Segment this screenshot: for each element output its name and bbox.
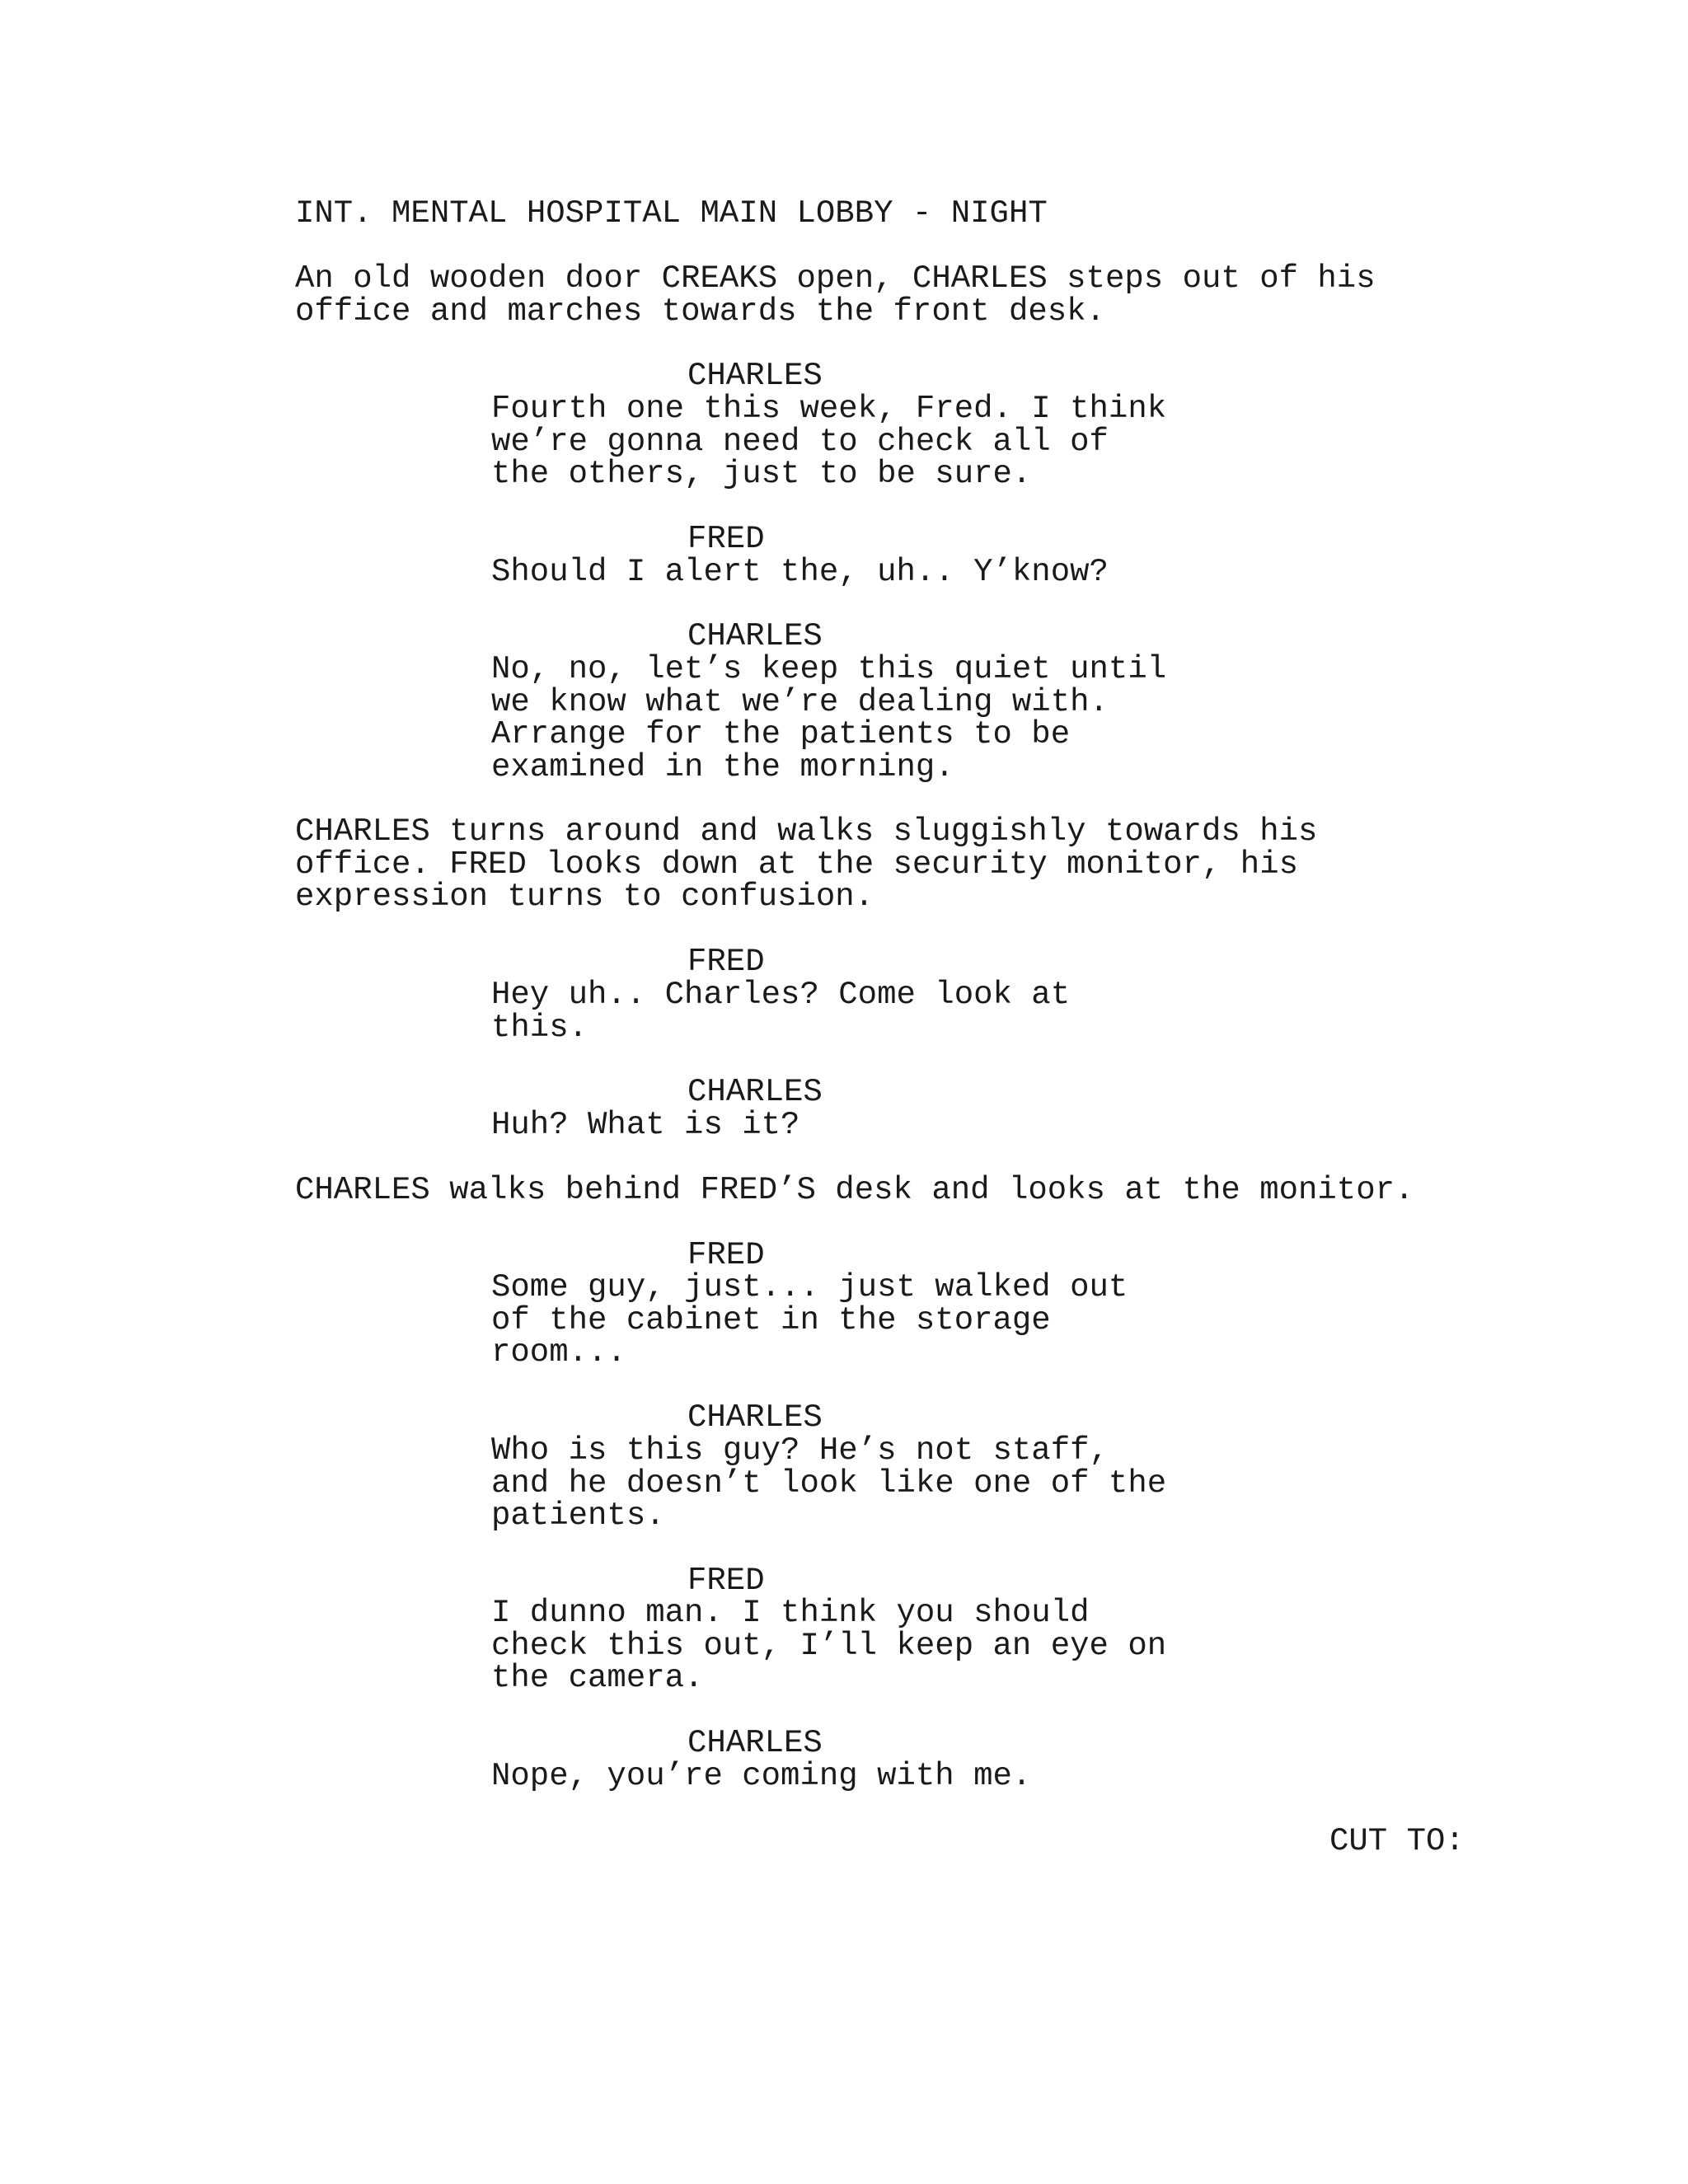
character-cue: FRED — [687, 944, 765, 980]
dialogue: No, no, let’s keep this quiet until we know what we’re dealing with. Arrange for the patients to be examined in the morning. — [491, 651, 1167, 785]
dialogue: Fourth one this week, Fred. I think we’re gonna need to check all of the others, just to be sure. — [491, 391, 1167, 492]
dialogue: Nope, you’re coming with me. — [491, 1758, 1032, 1794]
scene-heading: INT. MENTAL HOSPITAL MAIN LOBBY - NIGHT — [295, 195, 1048, 232]
transition: CUT TO: — [1329, 1823, 1465, 1859]
dialogue: Huh? What is it? — [491, 1107, 800, 1143]
action-paragraph: CHARLES walks behind FRED’S desk and looks at the monitor. — [295, 1172, 1414, 1208]
dialogue: Hey uh.. Charles? Come look at this. — [491, 977, 1071, 1046]
dialogue: Some guy, just... just walked out of the cabinet in the storage room... — [491, 1269, 1128, 1371]
action-paragraph: CHARLES turns around and walks sluggishly towards his office. FRED looks down at the security monitor, his expression turns to confusion. — [295, 813, 1318, 915]
character-cue: CHARLES — [687, 358, 823, 394]
character-cue: FRED — [687, 521, 765, 557]
dialogue: Should I alert the, uh.. Y’know? — [491, 554, 1109, 590]
dialogue: I dunno man. I think you should check this out, I’ll keep an eye on the camera. — [491, 1595, 1167, 1696]
character-cue: CHARLES — [687, 1074, 823, 1110]
character-cue: FRED — [687, 1237, 765, 1273]
action-paragraph: An old wooden door CREAKS open, CHARLES steps out of his office and marches towards the front desk. — [295, 260, 1376, 330]
character-cue: CHARLES — [687, 618, 823, 654]
character-cue: CHARLES — [687, 1399, 823, 1436]
character-cue: CHARLES — [687, 1725, 823, 1761]
character-cue: FRED — [687, 1563, 765, 1599]
dialogue: Who is this guy? He’s not staff, and he doesn’t look like one of the patients. — [491, 1432, 1167, 1534]
